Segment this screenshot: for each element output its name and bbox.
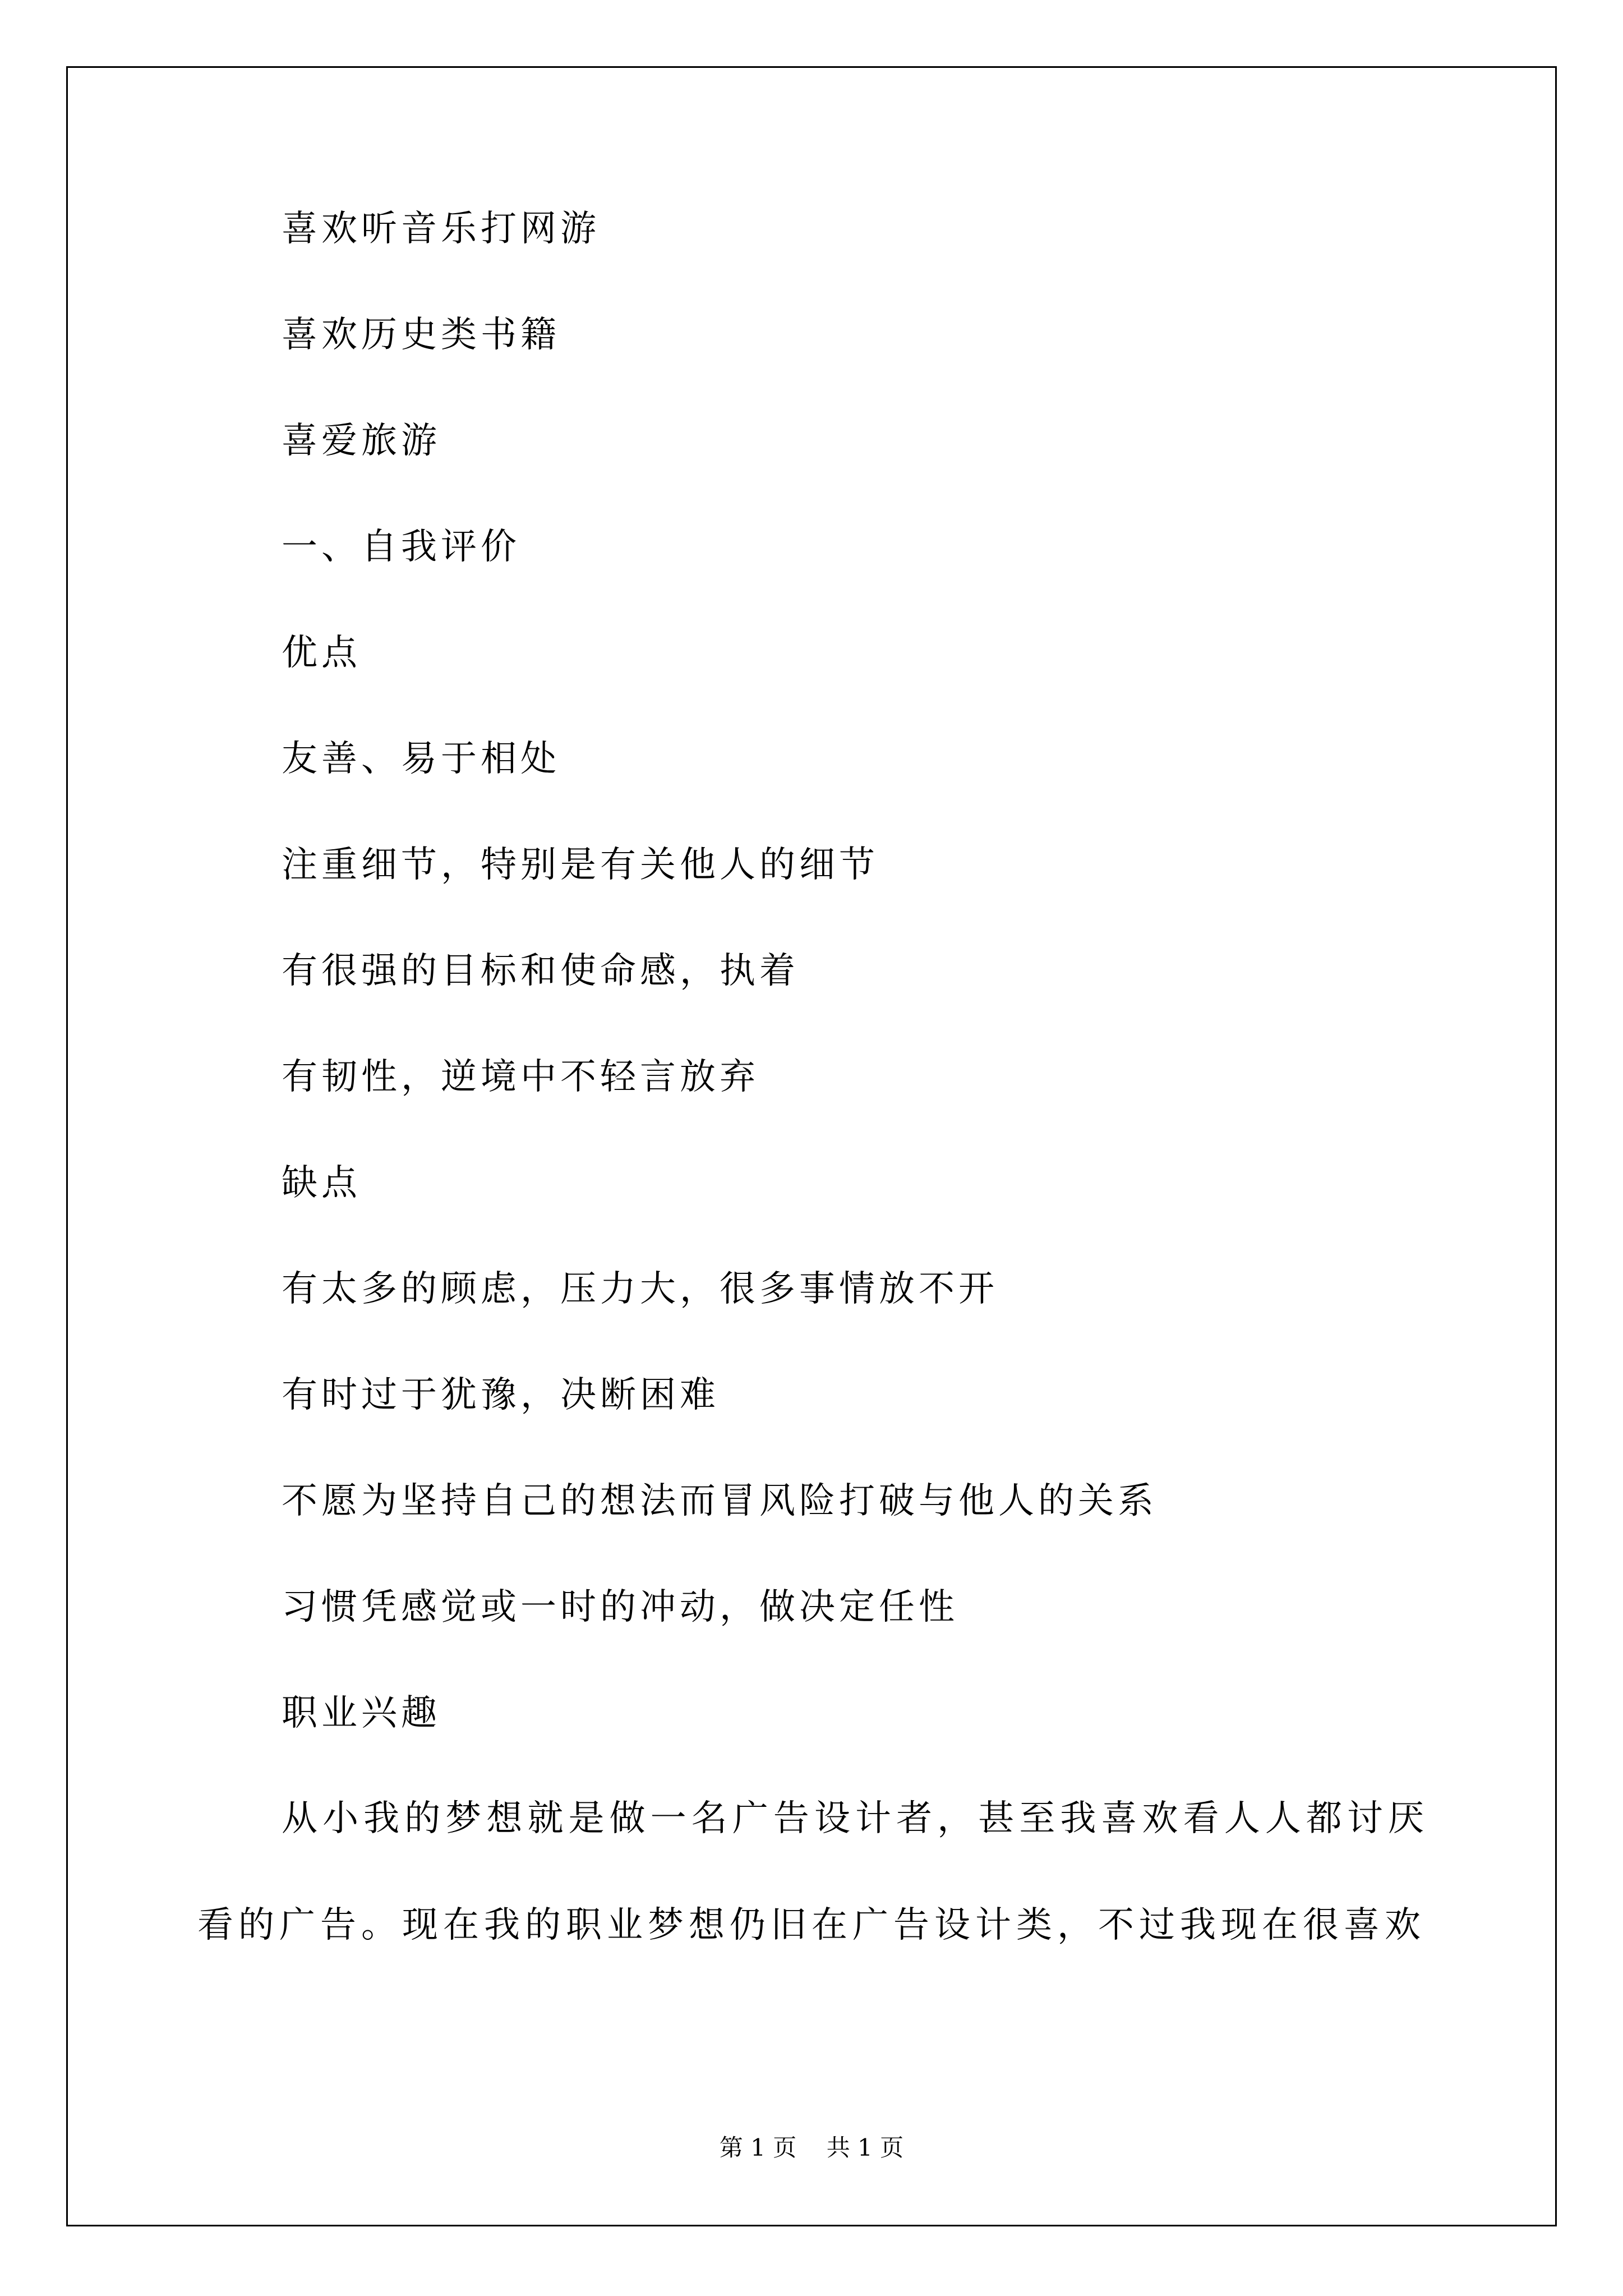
text-line: 有很强的目标和使命感，执着 (282, 950, 799, 992)
subheading-career-interest: 职业兴趣 (282, 1692, 441, 1734)
text-line: 喜欢历史类书籍 (282, 314, 560, 356)
subheading-strengths: 优点 (282, 632, 361, 674)
section-heading: 一、自我评价 (282, 526, 520, 568)
text-line: 注重细节，特别是有关他人的细节 (282, 844, 879, 886)
subheading-weaknesses: 缺点 (282, 1162, 361, 1204)
text-line: 习惯凭感觉或一时的冲动，做决定任性 (282, 1586, 958, 1628)
text-line: 有时过于犹豫，决断困难 (282, 1374, 720, 1416)
text-line: 有韧性，逆境中不轻言放弃 (282, 1056, 759, 1098)
text-line: 有太多的顾虑，压力大，很多事情放不开 (282, 1268, 998, 1310)
text-line: 喜爱旅游 (282, 420, 441, 462)
text-line: 喜欢听音乐打网游 (282, 208, 600, 250)
body-paragraph: 从小我的梦想就是做一名广告设计者，甚至我喜欢看人人都讨厌看的广告。现在我的职业梦想仍旧在广告设计类，不过我现在很喜欢 (197, 1798, 1429, 1946)
text-line: 不愿为坚持自己的想法而冒风险打破与他人的关系 (282, 1480, 1158, 1522)
text-line: 友善、易于相处 (282, 738, 560, 780)
page-number-footer: 第 1 页 共 1 页 (719, 2134, 904, 2161)
